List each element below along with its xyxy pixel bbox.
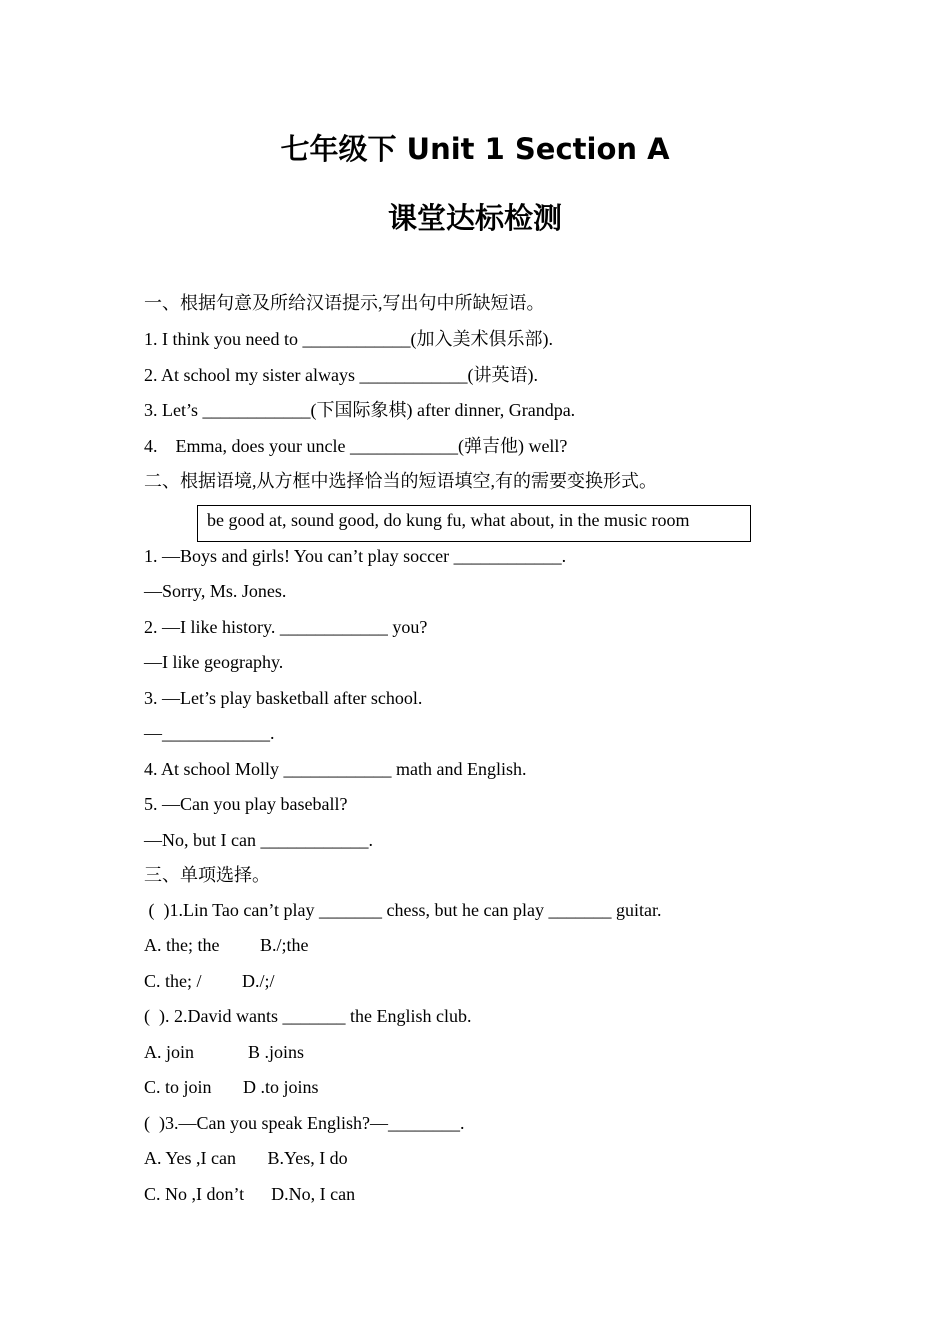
section3-line: A. Yes ,I can B.Yes, I do: [144, 1148, 348, 1168]
word-box: [197, 505, 751, 542]
section3-line: ( )3.—Can you speak English?—________.: [144, 1113, 465, 1133]
section2-line: —Sorry, Ms. Jones.: [144, 581, 287, 601]
section2-line: 1. —Boys and girls! You can’t play soccer ____________.: [144, 546, 567, 566]
section1-item: 4. Emma, does your uncle ____________(弹吉他) well?: [144, 436, 568, 456]
section2-line: —No, but I can ____________.: [144, 830, 373, 850]
section3-line: ( )1.Lin Tao can’t play _______ chess, but he can play _______ guitar.: [144, 900, 662, 920]
section3-line: ( ). 2.David wants _______ the English club.: [144, 1006, 472, 1026]
section3-heading: 三、单项选择。: [144, 865, 270, 885]
section3-line: A. join B .joins: [144, 1042, 305, 1062]
section3-line: C. to join D .to joins: [144, 1077, 319, 1097]
section2-line: 3. —Let’s play basketball after school.: [144, 688, 423, 708]
section1-item: 2. At school my sister always ____________(讲英语).: [144, 365, 538, 385]
section3-line: C. the; / D./;/: [144, 971, 275, 991]
section3-line: A. the; the B./;the: [144, 935, 309, 955]
section3-line: C. No ,I don’t D.No, I can: [144, 1184, 356, 1204]
section2-line: —I like geography.: [144, 652, 284, 672]
section2-line: 5. —Can you play baseball?: [144, 794, 348, 814]
section2-line: —____________.: [144, 723, 275, 743]
section2-line: 4. At school Molly ____________ math and English.: [144, 759, 527, 779]
section2-line: 2. —I like history. ____________ you?: [144, 617, 428, 637]
section1-item: 3. Let’s ____________(下国际象棋) after dinner, Grandpa.: [144, 400, 576, 420]
section1-item: 1. I think you need to ____________(加入美术俱乐部).: [144, 329, 553, 349]
page-subtitle: 课堂达标检测: [387, 201, 562, 235]
section1-heading: 一、根据句意及所给汉语提示,写出句中所缺短语。: [144, 293, 545, 313]
page-title: 七年级下 Unit 1 Section A: [280, 132, 670, 166]
section2-heading: 二、根据语境,从方框中选择恰当的短语填空,有的需要变换形式。: [144, 471, 657, 491]
word-box-text: be good at, sound good, do kung fu, what about, in the music room: [207, 510, 690, 530]
